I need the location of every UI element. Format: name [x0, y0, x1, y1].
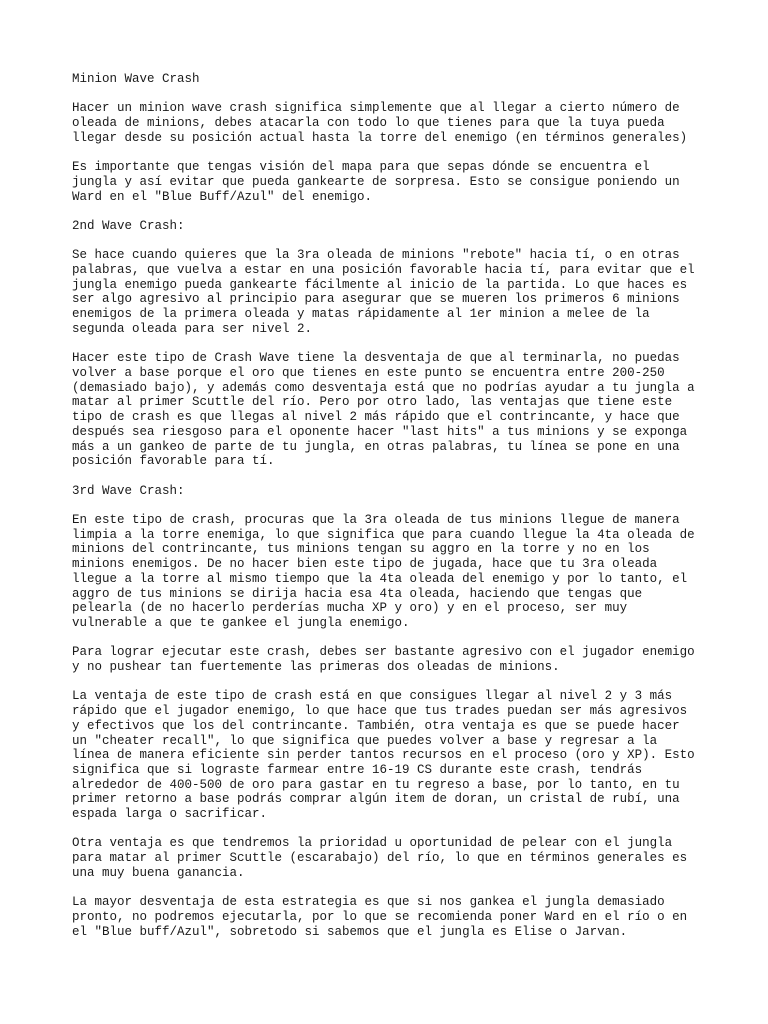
section3-paragraph-2: Para lograr ejecutar este crash, debes ser bastante agresivo con el jugador enemigo y no pushear tan fuertemente las primeras dos oleadas de minions. — [72, 645, 695, 674]
intro-paragraph-1: Hacer un minion wave crash significa simplemente que al llegar a cierto número de oleada de minions, debes atacarla con todo lo que tienes para que la tuya pueda llegar desde su posición actual hasta la torre del enemigo (en términos generales) — [72, 101, 688, 145]
section2-paragraph-2: Hacer este tipo de Crash Wave tiene la desventaja de que al terminarla, no puedas volver a base porque el oro que tienes en este punto se encuentra entre 200-250 (demasiado bajo), y además como desventaja está que no podrías ayudar a tu jungla a matar al primer Scuttle del río. Pero por otro lado, las ventajas que tiene este tipo de crash es que llegas al nivel 2 más rápido que el contrincante, y hace que después sea riesgoso para el oponente hacer "last hits" a tus minions y se exponga más a un gankeo de parte de tu jungla, en otras palabras, tu línea se pone en una posición favorable para tí. — [72, 351, 695, 469]
document-title: Minion Wave Crash — [72, 72, 200, 86]
intro-paragraph-2: Es importante que tengas visión del mapa para que sepas dónde se encuentra el jungla y así evitar que pueda gankearte de sorpresa. Esto se consigue poniendo un Ward en el "Blue Buff/Azul" del enemigo. — [72, 160, 680, 204]
section3-paragraph-5: La mayor desventaja de esta estrategia es que si nos gankea el jungla demasiado pronto, no podremos ejecutarla, por lo que se recomienda poner Ward en el río o en el "Blue buff/Azul", sobretodo si sabemos que el jungla es Elise o Jarvan. — [72, 895, 688, 939]
section3-paragraph-4: Otra ventaja es que tendremos la prioridad u oportunidad de pelear con el jungla para matar al primer Scuttle (escarabajo) del río, lo que en términos generales es una muy buena ganancia. — [72, 836, 688, 880]
section3-paragraph-3: La ventaja de este tipo de crash está en que consigues llegar al nivel 2 y 3 más rápido que el jugador enemigo, lo que hace que tus trades puedan ser más agresivos y efectivos que los del contrincante. También, otra ventaja es que se puede hacer un "cheater recall", lo que significa que puedes volver a base y regresar a la línea de manera eficiente sin perder tantos recursos en el proceso (oro y XP). Esto significa que si lograste farmear entre 16-19 CS durante este crash, tendrás alrededor de 400-500 de oro para gastar en tu regreso a base, por lo tanto, en tu primer retorno a base podrás comprar algún item de doran, un cristal de rubí, una espada larga o sacrificar. — [72, 689, 695, 822]
section-heading-3rd-wave: 3rd Wave Crash: — [72, 483, 185, 498]
section3-paragraph-1: En este tipo de crash, procuras que la 3ra oleada de tus minions llegue de manera limpia a la torre enemiga, lo que significa que para cuando llegue la 4ta oleada de minions del contrincante, tus minions tengan su aggro en la torre y no en los minions enemigos. De no hacer bien este tipo de jugada, hace que tu 3ra oleada llegue a la torre al mismo tiempo que la 4ta oleada del enemigo y por lo tanto, el aggro de tus minions se dirija hacia esa 4ta oleada, haciendo que tengas que pelearla (de no hacerlo perderías mucha XP y oro) y en el proceso, ser muy vulnerable a que te gankee el jungla enemigo. — [72, 512, 695, 630]
document-page — [72, 72, 712, 954]
section-heading-2nd-wave: 2nd Wave Crash: — [72, 218, 185, 233]
section2-paragraph-1: Se hace cuando quieres que la 3ra oleada de minions "rebote" hacia tí, o en otras palabras, que vuelva a estar en una posición favorable hacia tí, para evitar que el jungla enemigo pueda gankearte fácilmente al inicio de la partida. Lo que haces es ser algo agresivo al principio para asegurar que se mueren los primeros 6 minions enemigos de la primera oleada y matas rápidamente al 1er minion a melee de la segunda oleada para ser nivel 2. — [72, 248, 695, 336]
